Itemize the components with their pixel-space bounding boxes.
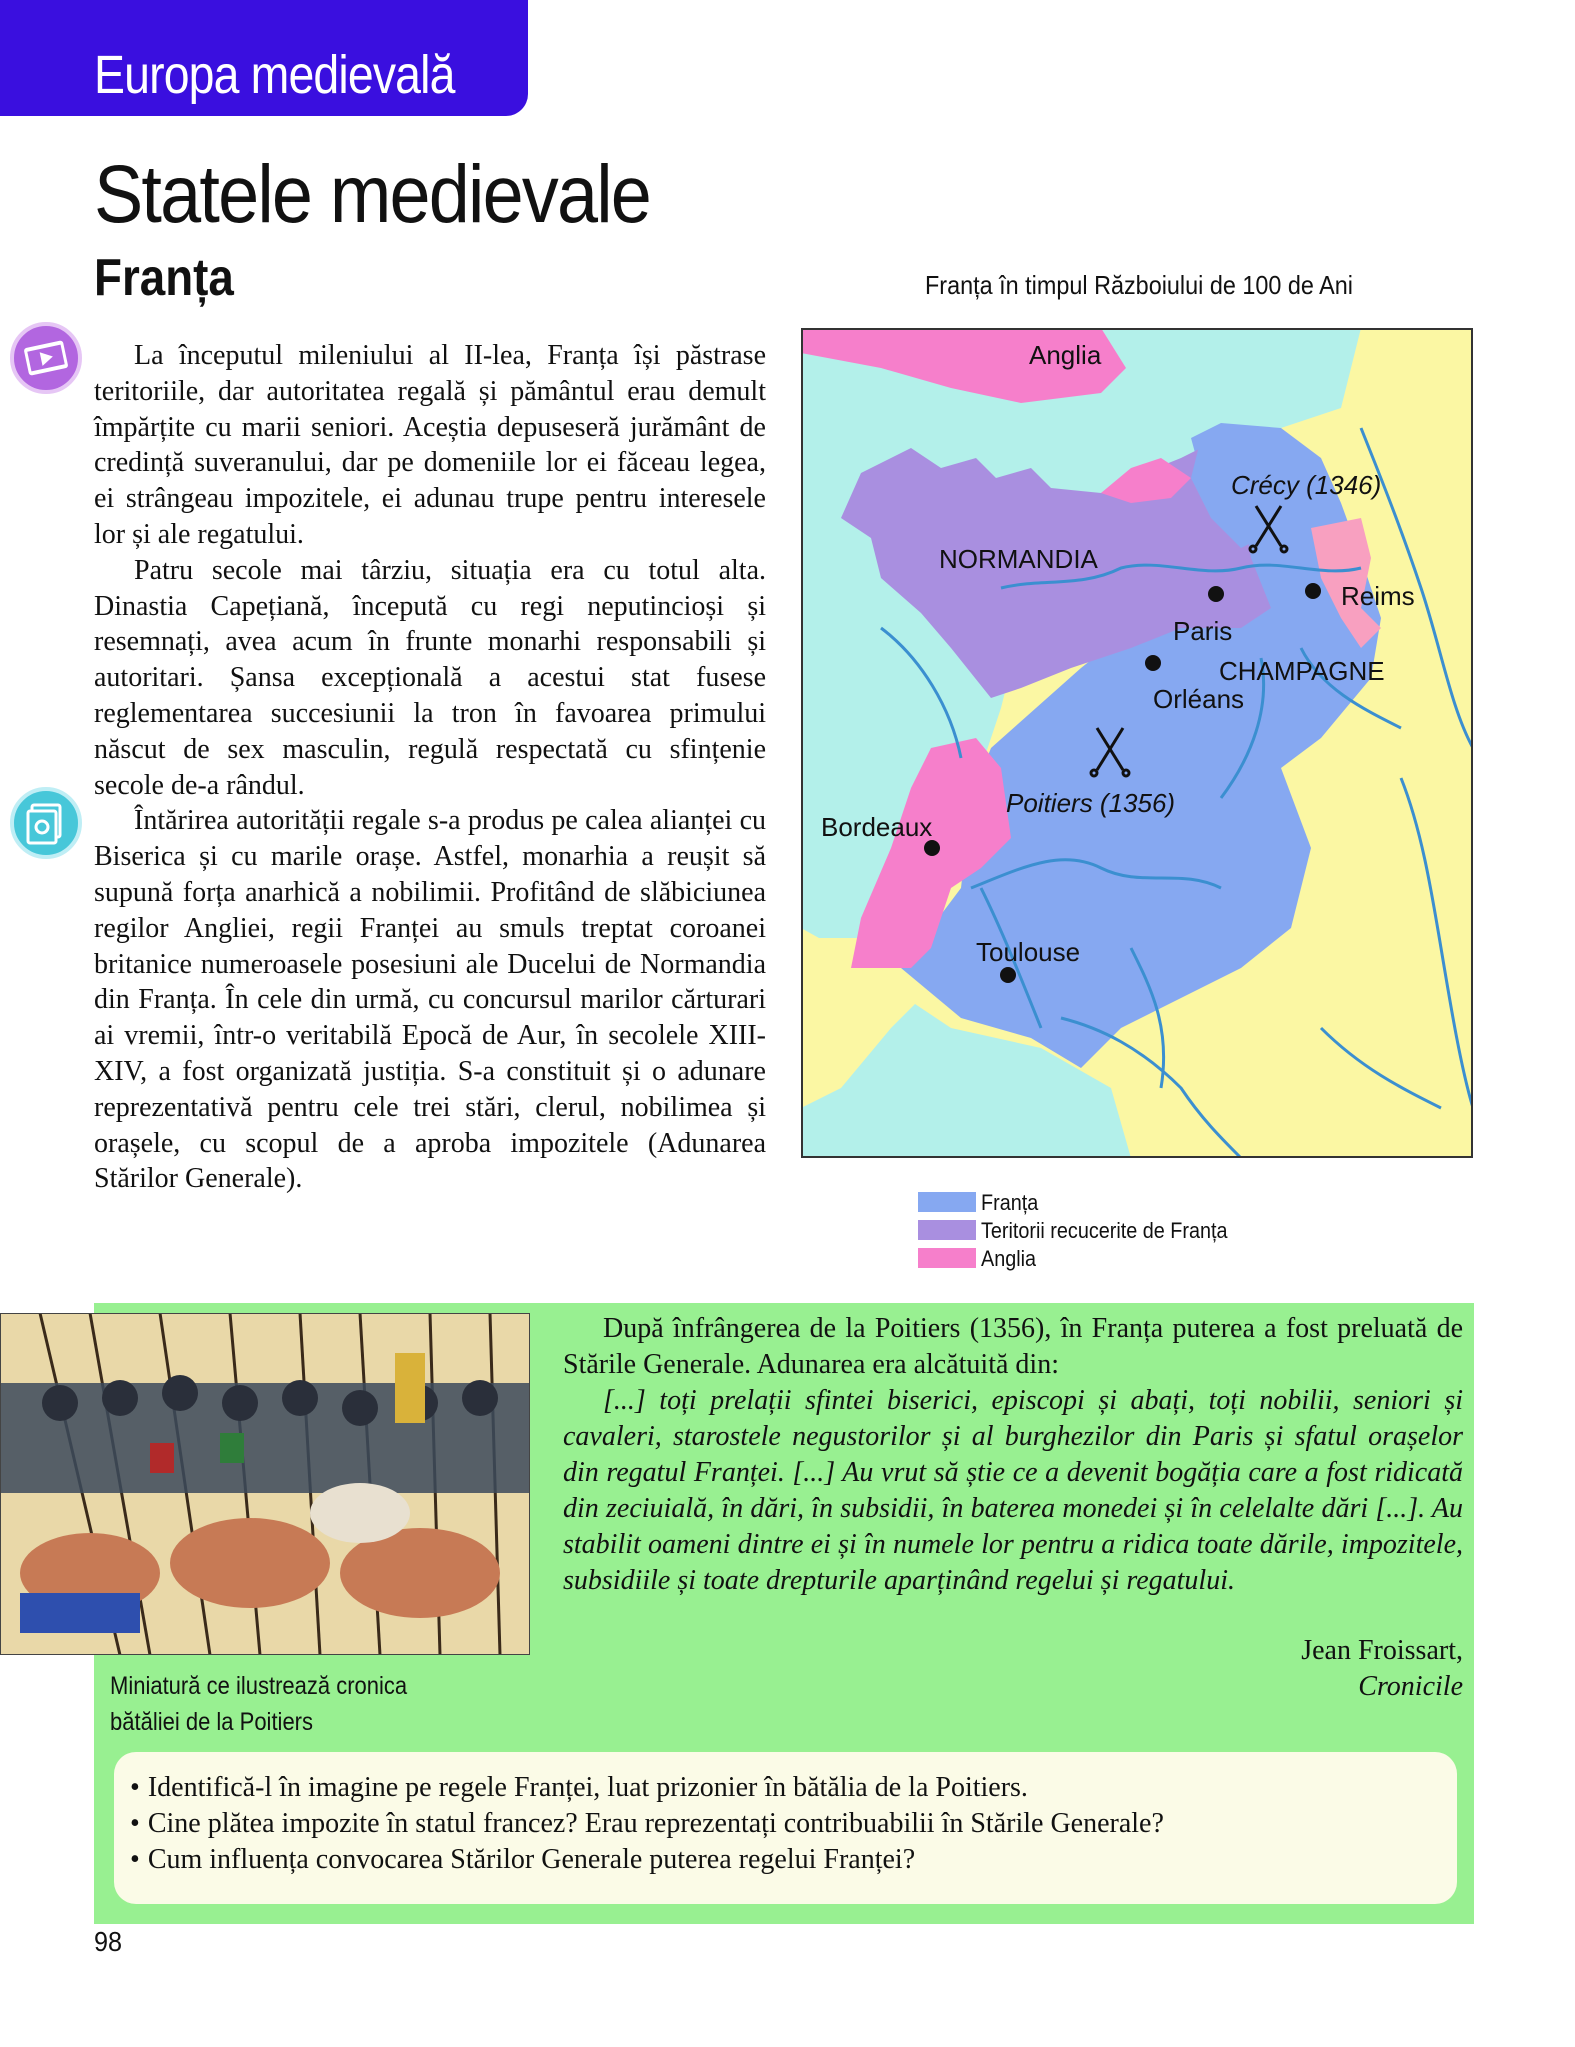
label-bordeaux: Bordeaux [821, 812, 933, 842]
question-item: • Cine plătea impozite în statul francez? Erau reprezentați contribuabilii în Stările Generale? [130, 1806, 1457, 1842]
photo-stack-icon [14, 791, 78, 855]
label-champagne: CHAMPAGNE [1219, 656, 1385, 686]
label-reims: Reims [1341, 581, 1415, 611]
poitiers-battle-miniature [0, 1313, 530, 1655]
gallery-icon[interactable] [10, 787, 82, 859]
label-orleans: Orléans [1153, 684, 1245, 714]
legend-label: Teritorii recucerite de Franța [981, 1218, 1228, 1243]
source-quote: [...] toți prelații sfintei biserici, episcopi și abați, toți nobilii, seniori și cavaleri, starostele negustorilor și al burghezilor din Paris și sfatul orașelor din regatul Franței. [...] Au vrut să știe ce a devenit bogăția care a fost ridicată din zeciuială, în dări, în subsidii, în baterea monedei și în celelalte dări [...]. Au stabilit oameni dintre ei și în numele lor pentru a ridica toate dările, impozitele, subsidiile și toate drepturile aparținând regelui și regatului. [563, 1385, 1463, 1596]
questions-box [114, 1752, 1457, 1904]
source-work: Cronicile [1358, 1671, 1463, 1702]
paragraph: La începutul mileniului al II-lea, Franța își păstrase teritoriile, dar autoritatea regală și pământul erau demult împărțite cu marii seniori. Aceștia depuseseră jurământ de credință suveranului, dar pe domeniile lor ei făceau legea, ei strângeau impozitele, ei adunau trupe pentru interesele lor și ale regatului. [94, 340, 766, 550]
video-icon[interactable] [10, 322, 82, 394]
label-normandia: NORMANDIA [939, 544, 1098, 574]
label-crecy: Crécy (1346) [1231, 470, 1382, 500]
label-toulouse: Toulouse [976, 937, 1081, 967]
paragraph: Patru secole mai târziu, situația era cu totul alta. Dinastia Capețiană, începută cu regi neputincioși și resemnați, avea acum în frunte monarhi responsabili și autoritari. Șansa excepțională a acestui stat fusese reglementarea succesiunii la tron în favoarea primului născut de sex masculin, regulă respectată cu sfințenie secole de-a rândul. [94, 554, 766, 801]
questions-list [114, 1752, 1457, 1878]
paragraph: Întărirea autorității regale s-a produs pe calea alianței cu Biserica și cu marile orașe. Astfel, monarhia a reușit să supună forța anarhică a nobilimii. Profitând de slăbiciunea regilor Angliei, regii Franței au smuls treptat coroanei britanice numeroasele posesiuni ale Ducelui de Normandia din Franța. În cele din urmă, cu concursul marilor cărturari ai vremii, într-o veritabilă Epocă de Aur, în secolele XIII-XIV, a fost organizată justiția. S-a constituit și o adunare reprezentativă pentru cele trei stări, clerul, nobilimea și orașele, cu scopul de a aproba impozitele (Adunarea Stărilor Generale). [94, 805, 766, 1195]
section-title: Franța [94, 249, 234, 307]
legend-swatch [918, 1248, 976, 1268]
question-item: • Identifică-l în imagine pe regele Franței, luat prizonier în bătălia de la Poitiers. [130, 1770, 1457, 1806]
france-hundred-years-war-map [801, 328, 1473, 1158]
chapter-label: Europa medievală [94, 45, 455, 105]
page-title: Statele medievale [94, 149, 651, 240]
label-paris: Paris [1173, 616, 1233, 646]
chapter-tab [0, 0, 528, 116]
film-icon [14, 326, 78, 390]
page-number: 98 [94, 1926, 123, 1957]
main-text [94, 338, 766, 1197]
legend-swatch [918, 1192, 976, 1212]
legend-label: Franța [981, 1190, 1039, 1215]
question-item: • Cum influența convocarea Stărilor Generale puterea regelui Franței? [130, 1842, 1457, 1878]
source-intro: După înfrângerea de la Poitiers (1356), în Franța puterea a fost preluată de Stările Generale. Adunarea era alcătuită din: [563, 1313, 1463, 1380]
miniature-caption: Miniatură ce ilustrează cronica bătăliei de la Poitiers [110, 1672, 408, 1736]
map-title: Franța în timpul Războiului de 100 de Ani [925, 270, 1353, 300]
legend-swatch [918, 1220, 976, 1240]
label-poitiers: Poitiers (1356) [1006, 788, 1176, 818]
label-anglia: Anglia [1029, 340, 1102, 370]
source-author: Jean Froissart, [1301, 1635, 1463, 1666]
legend-label: Anglia [981, 1246, 1037, 1271]
